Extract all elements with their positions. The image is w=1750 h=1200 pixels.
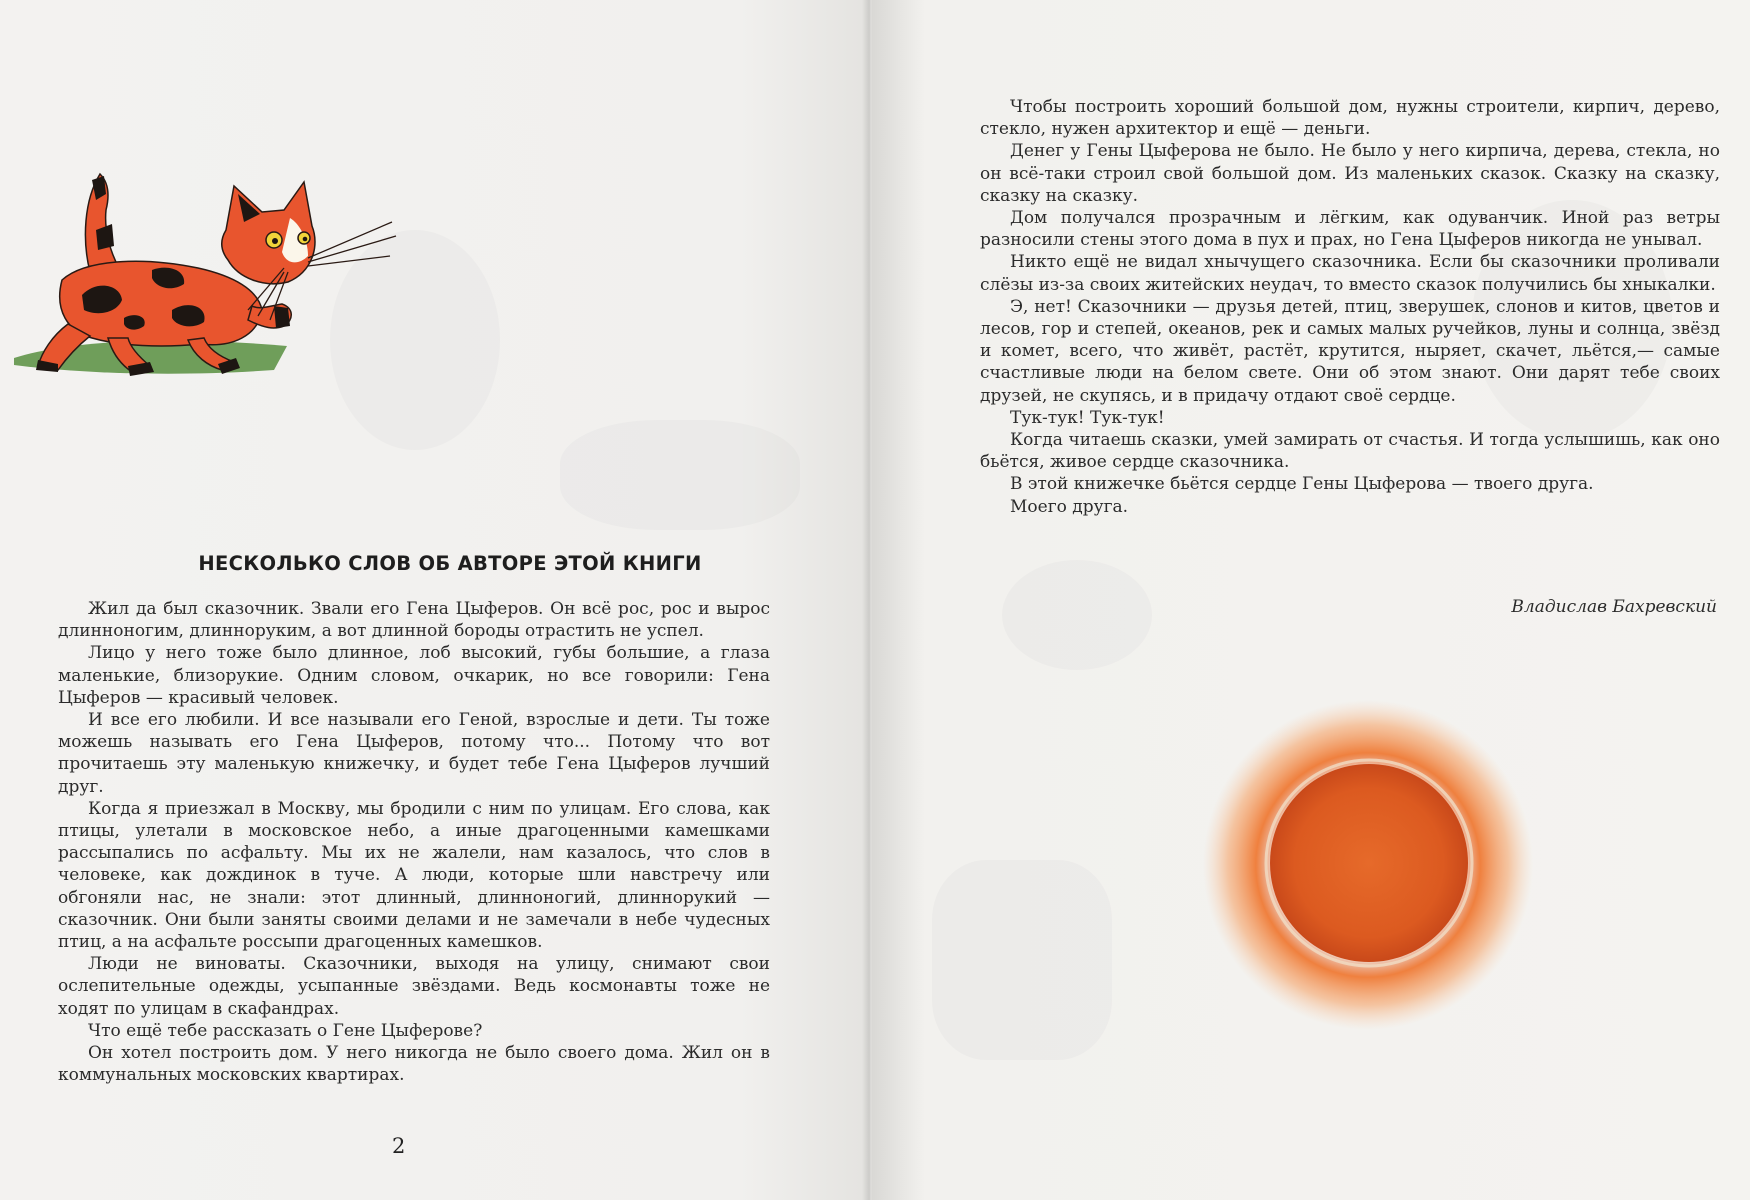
paragraph: Никто ещё не видал хнычущего сказочника. Если бы сказочники проливали слёзы из-за своих житейских неудач, то вместо сказок получились бы хныкалки. [980, 252, 1720, 295]
paragraph: Чтобы построить хороший большой дом, нужны строители, кирпич, дерево, стекло, нужен архитектор и ещё — деньги. [980, 97, 1720, 140]
paragraph: Моего друга. [1010, 496, 1129, 517]
paragraph: Когда читаешь сказки, умей замирать от счастья. И тогда услышишь, как оно бьётся, живое сердце сказочника. [980, 430, 1720, 473]
sun-icon [1203, 700, 1533, 1030]
sun-core [1270, 764, 1468, 962]
paragraph: Люди не виноваты. Сказочники, выходя на улицу, снимают свои ослепительные одежды, усыпанные звёздами. Ведь космонавты тоже не ходят по улицам в скафандрах. [58, 954, 770, 1019]
paragraph: Дом получался прозрачным и лёгким, как одуванчик. Иной раз ветры разносили стены этого дома в пух и прах, но Гена Цыферов никогда не унывал. [980, 208, 1720, 251]
left-page [0, 0, 870, 1200]
page-number: 2 [392, 1134, 406, 1158]
right-body-text [980, 96, 1720, 518]
faint-bleedthrough-shape [932, 860, 1112, 1060]
paragraph: Тук-тук! Тук-тук! [1010, 407, 1165, 428]
paragraph: Денег у Гены Цыферова не было. Не было у него кирпича, дерева, стекла, но он всё-таки строил свой большой дом. Из маленьких сказок. Сказку на сказку, сказку на сказку. [980, 141, 1720, 206]
right-page [872, 0, 1750, 1200]
author-signature: Владислав Бахревский [1511, 597, 1717, 617]
paragraph: В этой книжечке бьётся сердце Гены Цыферова — твоего друга. [1010, 474, 1594, 495]
paragraph: Лицо у него тоже было длинное, лоб высокий, губы большие, а глаза маленькие, близорукие. Одним словом, очкарик, но все говорили: Гена Цыферов — красивый человек. [58, 643, 770, 708]
left-body-text [58, 598, 770, 1086]
paragraph: Жил да был сказочник. Звали его Гена Цыферов. Он всё рос, рос и вырос длинноногим, длинноруким, а вот длинной бороды отрастить не успел. [58, 599, 770, 642]
faint-bleedthrough-shape [1002, 560, 1152, 670]
calico-kitten-icon [12, 160, 412, 390]
paragraph: Когда я приезжал в Москву, мы бродили с ним по улицам. Его слова, как птицы, улетали в московское небо, а иные драгоценными камешками рассыпались по асфальту. Мы их не жалели, нам казалось, что слов в человеке, как дождинок в туче. А люди, которые шли навстречу или обгоняли нас, не знали: этот длинный, длинноногий, длиннорукий — сказочник. Они были заняты своими делами и не замечали в небе чудесных птиц, а на асфальте россыпи драгоценных камешков. [58, 798, 770, 953]
paragraph: Э, нет! Сказочники — друзья детей, птиц, зверушек, слонов и китов, цветов и лесов, гор и степей, океанов, рек и самых малых ручейков, луны и солнца, звёзд и комет, всего, что живёт, растёт, крутится, ныряет, скачет, льётся,— самые счастливые люди на белом свете. Они об этом знают. Они дарят тебе своих друзей, не скупясь, и в придачу отдают своё сердце. [980, 296, 1720, 406]
article-heading: НЕСКОЛЬКО СЛОВ ОБ АВТОРЕ ЭТОЙ КНИГИ [198, 552, 702, 575]
faint-bleedthrough-shape [560, 420, 800, 530]
paragraph: Что ещё тебе рассказать о Гене Цыферове? [88, 1020, 483, 1041]
paragraph: И все его любили. И все называли его Геной, взрослые и дети. Ты тоже можешь называть его Гена Цыферов, потому что... Потому что вот прочитаешь эту маленькую книжечку, и будет тебе Гена Цыферов лучший друг. [58, 710, 770, 797]
paragraph: Он хотел построить дом. У него никогда не было своего дома. Жил он в коммунальных московских квартирах. [58, 1043, 770, 1086]
